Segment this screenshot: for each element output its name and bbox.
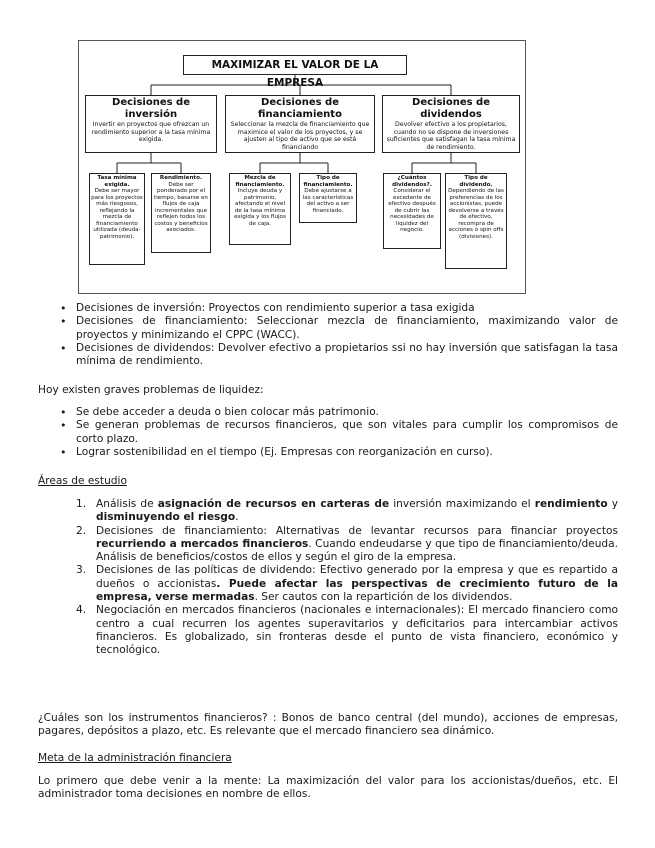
goal-heading: Meta de la administración financiera [38, 752, 232, 764]
financing-decision-body: Seleccionar la mezcla de financiamiento que maximice el valor de los proyectos, y se ajusten al tipo de activo que se está financiando [230, 121, 370, 151]
investment-decision-heading: Decisiones de inversión [112, 97, 190, 120]
summary-list-block [38, 302, 618, 368]
area-item-3 [38, 564, 618, 604]
area-text: Análisis de [96, 498, 158, 510]
area-text-bold: recurriendo a mercados financieros [96, 537, 309, 550]
return-box [151, 173, 211, 253]
dividend-amount-heading: ¿Cuántos dividendos?. [392, 175, 432, 188]
area-number: 3. [76, 564, 87, 577]
area-text: . Ser cautos con la repartición de los dividendos. [254, 591, 513, 604]
area-text-bold: disminuyendo el riesgo [96, 511, 236, 524]
area-text: . Cuando endeudarse y que tipo de financiamiento/deuda. Análisis de beneficios/costos de ellos y según el giro de la empresa. [96, 537, 619, 564]
area-number: 1. [76, 498, 87, 510]
areas-list-block [38, 498, 618, 658]
list-item: • Decisiones de inversión: Proyectos con rendimiento superior a tasa exigida [38, 302, 618, 315]
area-item-4 [38, 604, 618, 657]
dividend-amount-box [383, 173, 441, 249]
org-chart-figure [78, 40, 526, 294]
financing-decision-heading: Decisiones de financiamiento [258, 97, 342, 120]
area-text: inversión maximizando el [389, 498, 535, 510]
area-text: . [235, 511, 239, 524]
areas-list [38, 498, 618, 658]
area-number: 4. [76, 604, 87, 617]
min-rate-box [89, 173, 145, 265]
financing-type-body: Debe ajustarse a las características del activo a ser financiado. [302, 188, 354, 214]
list-item: • Decisiones de financiamiento: Seleccionar mezcla de financiamiento, maximizando valor de proyectos y minimizando el CPPC (WACC). [38, 315, 618, 342]
summary-list [38, 302, 618, 368]
area-text: Negociación en mercados financieros (nacionales e internacionales): El mercado financiero como centro a cual recurren los agentes superavitarios y deficitarios para intercambiar activos financieros. Es globalizado, sin fronteras desde el punto de vista financiero, económico y tecnológico. [96, 604, 618, 657]
financing-type-heading: Tipo de financiamiento. [303, 175, 353, 188]
liquidity-list-block [38, 406, 618, 459]
dividend-decision-heading: Decisiones de dividendos [412, 97, 490, 120]
area-text-bold: asignación de recursos en carteras de [157, 498, 390, 510]
liquidity-list [38, 406, 618, 459]
liquidity-intro: Hoy existen graves problemas de liquidez: [38, 384, 264, 396]
area-item-2 [38, 525, 618, 565]
return-body: Debe ser ponderado por el tiempo, basarse en flujos de caja incrementales que reflejen todos los costos y beneficios asociados. [154, 181, 208, 233]
area-text: y [607, 498, 618, 510]
chart-title-box: MAXIMIZAR EL VALOR DE LA EMPRESA [183, 55, 407, 75]
financing-type-box [299, 173, 357, 223]
instruments-paragraph: ¿Cuáles son los instrumentos financieros? : Bonos de banco central (del mundo), acciones de empresas, pagares, depósitos a plazo, etc. Es relevante que el mercado financiero sea dinámico. [38, 712, 618, 738]
financing-mix-box [229, 173, 291, 245]
area-item-1 [38, 498, 618, 525]
min-rate-body: Debe ser mayor para los proyectos más riesgosos, reflejando la mezcla de financiamiento utilizada (deuda-patrimonio). [91, 188, 143, 240]
area-text: Decisiones de las políticas de dividendo: Efectivo generado por la empresa y que es repartido a dueños o accionistas [96, 564, 618, 590]
min-rate-heading: Tasa mínima exigida. [97, 175, 137, 188]
dividend-type-box [445, 173, 507, 269]
list-item: • Se debe acceder a deuda o bien colocar más patrimonio. [38, 406, 618, 419]
list-item: • Lograr sostenibilidad en el tiempo (Ej. Empresas con reorganización en curso). [38, 446, 618, 459]
area-text-bold: rendimiento [534, 498, 608, 510]
return-heading: Rendimiento. [159, 175, 203, 181]
dividend-decision-box [382, 95, 520, 153]
dividend-amount-body: Considerar el excedente de efectivo después de cubrir las necesidades de liquidez del negocio. [388, 188, 436, 233]
dividend-type-heading: Tipo de dividendo. [459, 175, 493, 188]
areas-heading: Áreas de estudio [38, 475, 127, 487]
area-number: 2. [76, 524, 87, 537]
investment-decision-body: Invertir en proyectos que ofrezcan un rendimiento superior a la tasa mínima exigida. [91, 121, 211, 144]
financing-mix-heading: Mezcla de financiamiento. [235, 175, 285, 188]
dividend-type-body: Dependiendo de las preferencias de los accionistas, puede devolverse a través de efectivo, recompra de acciones o spin offs (divisiones). [448, 188, 504, 240]
financing-decision-box [225, 95, 375, 153]
list-item: • Decisiones de dividendos: Devolver efectivo a propietarios ssi no hay inversión que satisfagan la tasa mínima de rendimiento. [38, 342, 618, 369]
area-text: Decisiones de financiamiento: Alternativas de levantar recursos para financiar proyectos [96, 524, 618, 537]
area-text-bold: . Puede afectar las perspectivas de crecimiento futuro de la empresa, verse mermadas [96, 577, 618, 604]
list-item: • Se generan problemas de recursos financieros, que son vitales para cumplir los compromisos de corto plazo. [38, 419, 618, 446]
dividend-decision-body: Devolver efectivo a los propietarios, cuando no se dispone de inversiones suficientes que satisfagan la tasa mínima de rendimiento. [386, 121, 516, 151]
goal-paragraph: Lo primero que debe venir a la mente: La maximización del valor para los accionistas/dueños, etc. El administrador toma decisiones en nombre de ellos. [38, 775, 618, 801]
investment-decision-box [85, 95, 217, 153]
financing-mix-body: Incluye deuda y patrimonio, afectando el nivel de la tasa mínima exigida y los flujos de caja. [234, 188, 286, 227]
